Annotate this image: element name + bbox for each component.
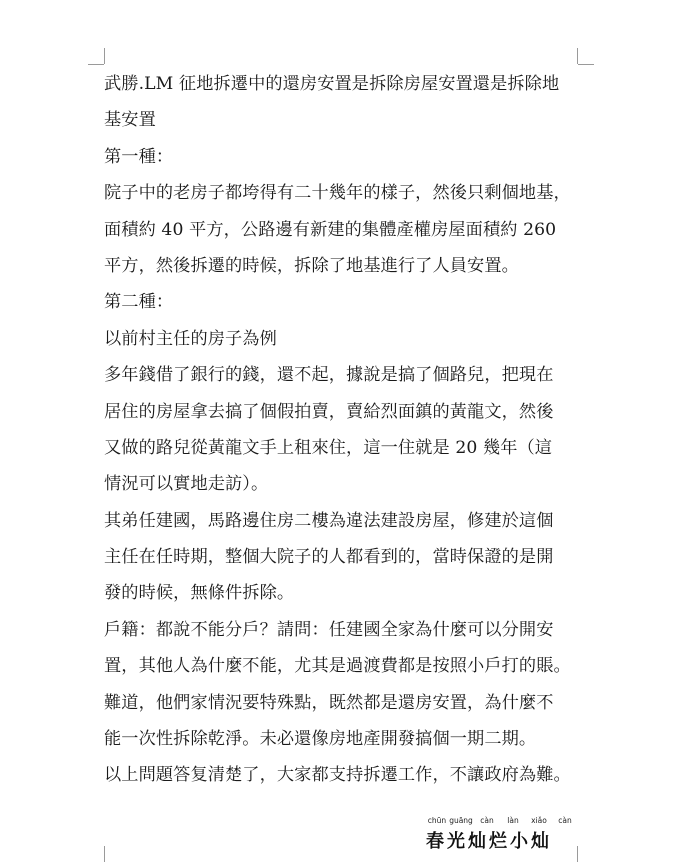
text-line: 能一次性拆除乾淨。未必還像房地產開發搞個一期二期。 — [104, 729, 537, 750]
text-line: 居住的房屋拿去搞了個假拍賣，賣給烈面鎮的黃龍文，然後 — [104, 401, 554, 422]
text-line: 主任在任時期，整個大院子的人都看到的，當時保證的是開 — [104, 547, 554, 568]
text-line: 多年錢借了銀行的錢，還不起，據說是搞了個路兒，把現在 — [104, 365, 554, 386]
text-line: 其弟任建國，馬路邊住房二樓為違法建設房屋，修建於這個 — [104, 510, 554, 531]
document-body — [104, 66, 584, 794]
logo-text: 春光灿烂小灿 — [426, 831, 552, 852]
logo-pinyin — [426, 816, 586, 826]
text-line: 情況可以實地走訪）。 — [104, 474, 269, 495]
text-line: 第一種： — [104, 146, 174, 167]
crop-mark-top-right-h — [578, 64, 594, 65]
crop-mark-top-left-h — [88, 64, 104, 65]
text-line: 院子中的老房子都垮得有二十幾年的樣子，然後只剩個地基， — [104, 183, 571, 204]
text-line: 戶籍：都說不能分戶？請問：任建國全家為什麼可以分開安 — [104, 619, 554, 640]
pinyin-syllable: càn — [480, 816, 494, 825]
pinyin-syllable: xiǎo — [531, 816, 547, 825]
text-line: 發的時候，無條件拆除。 — [104, 583, 295, 604]
text-line: 平方，然後拆遷的時候，拆除了地基進行了人員安置。 — [104, 255, 519, 276]
watermark-logo — [426, 816, 586, 856]
text-line: 以前村主任的房子為例 — [104, 328, 277, 349]
text-line: 置，其他人為什麼不能，尤其是過渡費都是按照小戶打的賬。 — [104, 656, 571, 677]
text-line: 第二種： — [104, 292, 174, 313]
text-line: 武勝.LM 征地拆遷中的還房安置是拆除房屋安置還是拆除地 — [104, 74, 560, 94]
pinyin-syllable: làn — [507, 816, 519, 825]
pinyin-syllable: guāng — [449, 816, 473, 825]
text-line: 基安置 — [104, 110, 156, 131]
text-line: 以上問題答复清楚了，大家都支持拆遷工作，不讓政府為難。 — [104, 765, 571, 786]
crop-mark-top-right-v — [577, 48, 578, 64]
pinyin-syllable: chūn — [427, 816, 447, 825]
text-line: 難道，他們家情況要特殊點，既然都是還房安置，為什麼不 — [104, 692, 554, 713]
text-line: 又做的路兒從黃龍文手上租來住，這一住就是 20 幾年（這 — [104, 437, 553, 458]
text-line: 面積約 40 平方，公路邊有新建的集體產權房屋面積約 260 — [104, 219, 557, 240]
pinyin-syllable: càn — [558, 816, 572, 825]
crop-mark-bottom-left-v — [104, 846, 105, 862]
crop-mark-top-left-v — [104, 48, 105, 64]
